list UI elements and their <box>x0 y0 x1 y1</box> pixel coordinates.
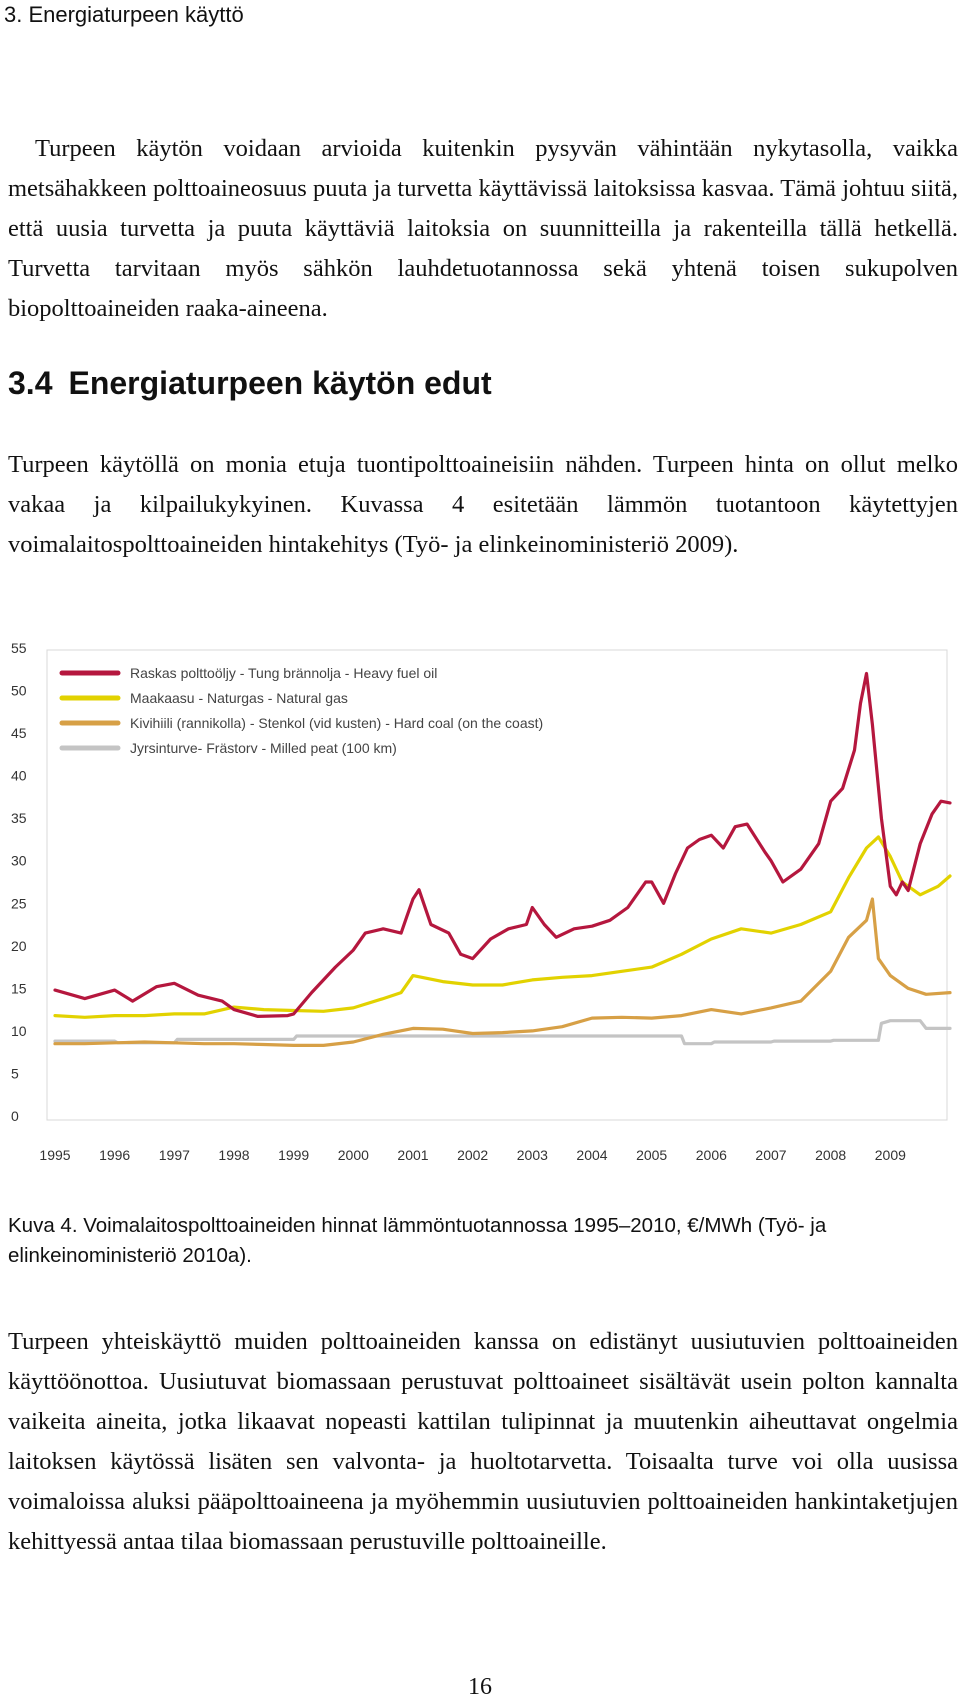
figure-caption: Kuva 4. Voimalaitospolttoaineiden hinnat lämmöntuotannossa 1995–2010, €/MWh (Työ- ja elinkeinoministeriö 2010a). <box>8 1214 827 1267</box>
y-tick-label: 45 <box>11 725 27 742</box>
legend-label: Raskas polttoöljy - Tung brännolja - Heavy fuel oil <box>130 665 438 681</box>
y-axis <box>11 640 27 1124</box>
y-tick-label: 40 <box>11 767 27 784</box>
x-tick-label: 2007 <box>755 1147 787 1163</box>
running-header: 3. Energiaturpeen käyttö <box>4 2 244 27</box>
y-tick-label: 30 <box>11 852 27 869</box>
y-tick-label: 0 <box>11 1108 19 1124</box>
x-tick-label: 2001 <box>397 1147 429 1163</box>
y-tick-label: 55 <box>11 640 27 656</box>
x-tick-label: 1998 <box>218 1147 250 1163</box>
intro-paragraph: Turpeen käytön voidaan arvioida kuitenkin pysyvän vähintään nykytasolla, vaikka metsähakkeen polttoaineosuus puuta ja turvetta käyttävissä laitoksissa kasvaa. Tämä johtuu siitä, että uusia turvetta ja puuta käyttäviä laitoksia on suunnitteilla ja rakenteilla tällä hetkellä. Turvetta tarvitaan myös sähkön lauhdetuotannossa sekä yhtenä toisen sukupolven biopolttoaineiden raaka-aineena. <box>8 135 958 322</box>
x-tick-label: 2008 <box>815 1147 847 1163</box>
chart-legend <box>62 665 543 756</box>
y-tick-label: 25 <box>11 895 27 912</box>
closing-paragraph: Turpeen yhteiskäyttö muiden polttoaineiden kanssa on edistänyt uusiutuvien polttoaineiden käyttöönottoa. Uusiutuvat biomassaan perustuvat polttoaineet sisältävät usein polton kannalta vaikeita aineita, jotka likaavat nopeasti kattilan tulipinnat ja muutenkin aiheuttavat ongelmia laitoksen käytössä lisäten sen valvonta- ja huoltotarvetta. Toisaalta turve voi olla uusissa voimaloissa aluksi pääpolttoaineena ja myöhemmin uusiutuvien polttoaineiden hankintaketjujen kehittyessä antaa tilaa biomassaan perustuville polttoaineille. <box>8 1328 958 1555</box>
x-tick-label: 1997 <box>158 1147 190 1163</box>
fuel-price-chart <box>0 640 960 1170</box>
y-tick-label: 20 <box>11 937 27 954</box>
legend-label: Maakaasu - Naturgas - Natural gas <box>130 690 348 706</box>
y-tick-label: 10 <box>11 1022 27 1039</box>
y-tick-label: 15 <box>11 980 27 997</box>
legend-label: Jyrsinturve- Frästorv - Milled peat (100 km) <box>130 740 397 756</box>
x-tick-label: 2005 <box>636 1147 668 1163</box>
y-tick-label: 50 <box>11 682 27 699</box>
x-tick-label: 2004 <box>576 1147 608 1163</box>
x-tick-label: 2009 <box>874 1147 906 1163</box>
section-title: Energiaturpeen käytön edut <box>68 365 492 401</box>
x-tick-label: 2000 <box>337 1147 369 1163</box>
x-axis <box>39 1147 906 1163</box>
section-heading <box>8 365 492 402</box>
x-tick-label: 1996 <box>99 1147 131 1163</box>
legend-label: Kivihiili (rannikolla) - Stenkol (vid kusten) - Hard coal (on the coast) <box>130 715 544 731</box>
x-tick-label: 2002 <box>457 1147 489 1163</box>
page-number: 16 <box>468 1674 492 1700</box>
section-paragraph: Turpeen käytöllä on monia etuja tuontipolttoaineisiin nähden. Turpeen hinta on ollut melko vakaa ja kilpailukykyinen. Kuvassa 4 esitetään lämmön tuotantoon käytettyjen voimalaitospolttoaineiden hintakehitys (Työ- ja elinkeinoministeriö 2009). <box>8 451 958 558</box>
y-tick-label: 5 <box>11 1065 19 1082</box>
x-tick-label: 1995 <box>39 1147 71 1163</box>
y-tick-label: 35 <box>11 810 27 827</box>
x-tick-label: 2003 <box>516 1147 548 1163</box>
x-tick-label: 1999 <box>278 1147 310 1163</box>
series-line <box>55 899 950 1045</box>
section-number: 3.4 <box>8 365 53 401</box>
x-tick-label: 2006 <box>695 1147 727 1163</box>
